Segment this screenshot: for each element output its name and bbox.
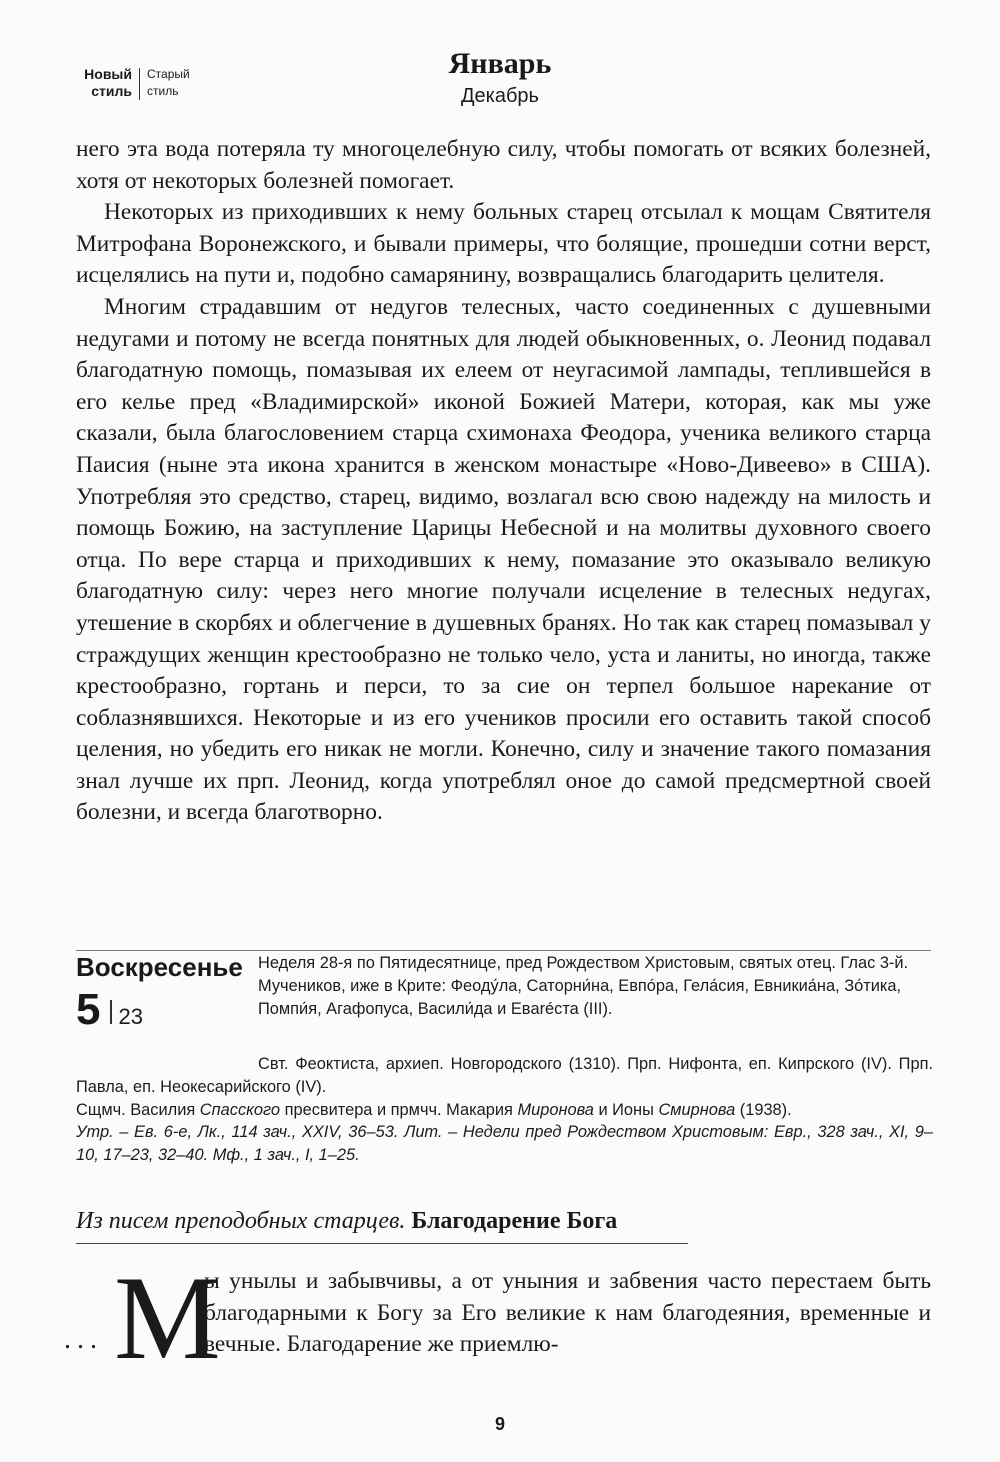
new-martyrs-text: Сщмч. Василия bbox=[76, 1100, 200, 1119]
weekday: Воскресенье bbox=[76, 952, 243, 982]
section-divider bbox=[76, 950, 931, 951]
paragraph: Некоторых из приходивших к нему больных старец отсылал к мощам Святителя Митрофана Воронежского, и бывали примеры, что болящие, прошедши сотни верст, исцелялись на пути и, подобно самарянину, возвращались благодарить целителя. bbox=[76, 199, 931, 289]
month-old-style: Декабрь bbox=[461, 85, 539, 107]
new-martyrs-text: и Ионы bbox=[593, 1100, 659, 1119]
letter-paragraph: ы унылы и забывчивы, а от уныния и забвения часто перестаем быть благодарными к Богу за Его великие к нам благодеяния, временные и вечные. Благодарение же приемлю- bbox=[204, 1268, 931, 1358]
new-martyrs-text: пресвитера и прмчч. Макария bbox=[280, 1100, 518, 1119]
month-new-style: Январь bbox=[448, 47, 552, 80]
letters-section-title bbox=[76, 1206, 617, 1236]
new-martyrs-surname: Спасского bbox=[199, 1100, 281, 1119]
paragraph: Многим страдавшим от недугов телесных, часто соединенных с душевными недугами и потому не всегда понятных для людей обыкновенных, о. Леонид подавал благодатную помощь, помазывая их елеем от неугасимой лампады, теплившейся в его келье пред «Владимирской» иконой Божией Матери, которая, как мы уже сказали, была благословением старца схимонаха Феодора, ученика великого старца Паисия (ныне эта икона хранится в женском монастыре «Ново-Дивеево» в США). Употребляя это средство, старец, видимо, возлагал всю свою надежду на милость и помощь Божию, на заступление Царицы Небесной и на молитвы духовного своего отца. По вере старца и приходивших к нему, помазание это оказывало великую благодатную силу: через него многие получали исцеление в телесных недугах, утешение в скорбях и облегчение в душевных бранях. Но так как старец помазывал у страждущих женщин крестообразно не только чело, уста и ланиты, но иногда, также крестообразно, гортань и перси, то за сие он терпел большое нарекание от соблазнявшихся. Некоторые и из его учеников просили его оставить такой способ целения, но убедить его никак не могли. Конечно, силу и значение такого помазания знал лучше их прп. Леонид, когда употреблял оное до самой предсмертной своей болезни, и всегда благотворно. bbox=[76, 293, 931, 826]
day-date bbox=[76, 985, 256, 1034]
new-martyrs-surname: Смирнова bbox=[658, 1100, 736, 1119]
main-text bbox=[76, 134, 931, 829]
date-new-style: 5 bbox=[76, 985, 101, 1034]
drop-cap-letter: М bbox=[114, 1251, 221, 1384]
day-commemorations bbox=[258, 952, 933, 1020]
new-martyrs bbox=[76, 1099, 933, 1122]
day-heading bbox=[76, 952, 256, 1032]
ellipsis: ... bbox=[64, 1324, 103, 1355]
date-old-style: 23 bbox=[118, 1004, 143, 1029]
letters-title: Благодарение Бога bbox=[411, 1208, 618, 1234]
letters-source: Из писем преподобных старцев. bbox=[76, 1208, 406, 1234]
old-style-label: Старый стиль bbox=[147, 67, 190, 98]
page-number: 9 bbox=[494, 1414, 505, 1434]
day-commemorations-continued bbox=[76, 1053, 933, 1167]
new-martyrs-text: (1938). bbox=[735, 1100, 792, 1119]
week-title: Неделя 28-я по Пятидесятнице, пред Рождеством Христовым, святых отец. Глас 3-й. bbox=[258, 954, 909, 972]
new-martyrs-surname: Миронова bbox=[517, 1100, 594, 1119]
saints-text: Свт. Феоктиста, архиеп. Новгородского (1310). Прп. Нифонта, еп. Кипрского (IV). Прп. Павла, еп. Неокесарийского (IV). bbox=[76, 1055, 933, 1096]
paragraph: него эта вода потеряла ту многоцелебную силу, чтобы помогать от всяких болезней, хотя от некоторых болезней помогает. bbox=[76, 136, 931, 194]
letter-excerpt bbox=[204, 1266, 931, 1361]
date-divider bbox=[110, 1000, 112, 1024]
saints-list bbox=[76, 1053, 933, 1099]
new-style-label: Новый стиль bbox=[84, 66, 132, 99]
title-underline bbox=[76, 1243, 688, 1244]
martyrs-list: Мучеников, иже в Крите: Феоду́ла, Саторни́на, Евпо́ра, Гела́сия, Евникиа́на, Зо́тика, Помпи́я, Агафопуса, Васили́да и Евaréста (III). bbox=[258, 976, 902, 1018]
scripture-readings: Утр. – Ев. 6-е, Лк., 114 зач., XXIV, 36–53. Лит. – Недели пред Рождеством Христовым: Евр., 328 зач., XI, 9–10, 17–23, 32–40. Мф., 1 зач., I, 1–25. bbox=[76, 1123, 933, 1165]
